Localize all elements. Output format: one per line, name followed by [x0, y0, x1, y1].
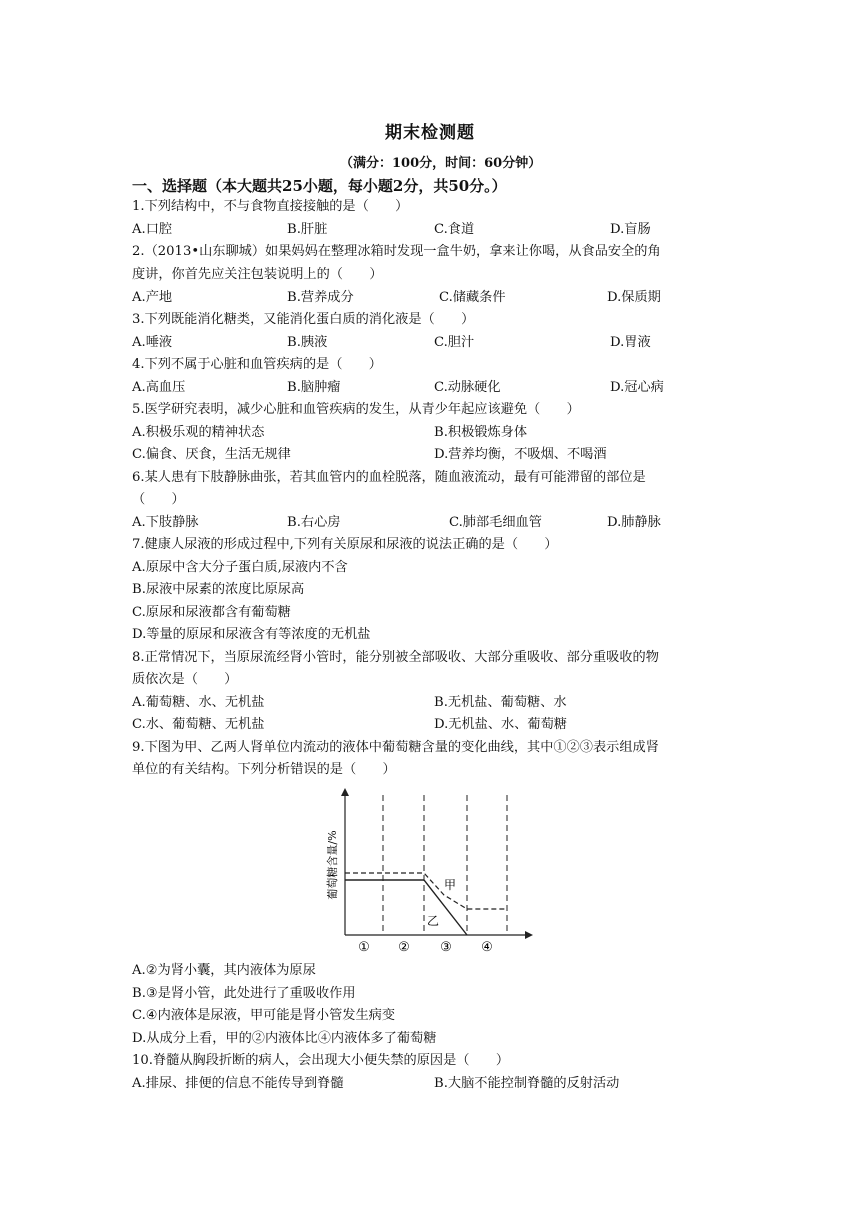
question-4-option-a: A.高血压	[132, 380, 186, 395]
question-3-option-b: B.胰液	[287, 335, 328, 350]
region-label-1: ①	[358, 940, 370, 955]
question-3-option-c: C.胆汁	[434, 335, 475, 350]
question-5-option-b: B.积极锻炼身体	[434, 425, 528, 440]
question-2-option-b: B.营养成分	[287, 290, 354, 305]
question-10-stem: 10.脊髓从胸段折断的病人，会出现大小便失禁的原因是（ ）	[132, 1053, 510, 1068]
question-9-stem-line-2: 单位的有关结构。下列分析错误的是（ ）	[132, 762, 396, 777]
question-2-option-c: C.储藏条件	[439, 290, 506, 305]
question-1-stem: 1.下列结构中，不与食物直接接触的是（ ）	[132, 199, 409, 214]
question-8-stem-line-2: 质依次是（ ）	[132, 672, 238, 687]
section-heading: 一、选择题（本大题共25小题，每小题2分，共50分。）	[132, 177, 507, 195]
page-subtitle: （满分：100分，时间：60分钟）	[340, 156, 542, 171]
question-7-option-d: D.等量的原尿和尿液含有等浓度的无机盐	[132, 627, 371, 642]
question-1-option-a: A.口腔	[132, 222, 173, 237]
question-2-stem-line-2: 度讲，你首先应关注包装说明上的（ ）	[132, 267, 383, 282]
question-7-option-b: B.尿液中尿素的浓度比原尿高	[132, 582, 305, 597]
question-5-option-c: C.偏食、厌食，生活无规律	[132, 447, 291, 462]
question-1-option-b: B.肝脏	[287, 222, 328, 237]
page-title: 期末检测题	[385, 123, 475, 143]
question-2-option-d: D.保质期	[607, 290, 661, 305]
question-6-option-c: C.肺部毛细血管	[449, 515, 542, 530]
y-axis-arrow	[341, 788, 349, 796]
glucose-curve-figure	[320, 785, 540, 960]
question-4-option-d: D.冠心病	[610, 380, 664, 395]
question-6-stem-line-2: （ ）	[132, 492, 185, 507]
question-9-option-a: A.②为肾小囊，其内液体为原尿	[132, 963, 316, 978]
question-9-option-b: B.③是肾小管，此处进行了重吸收作用	[132, 986, 356, 1001]
question-8-option-b: B.无机盐、葡萄糖、水	[434, 695, 567, 710]
curve-jia-label: 甲	[444, 878, 457, 892]
question-8-stem-line-1: 8.正常情况下，当原尿流经肾小管时，能分别被全部吸收、大部分重吸收、部分重吸收的物	[132, 650, 659, 665]
y-axis-label: 葡萄糖含量/%	[326, 830, 339, 900]
question-9-option-d: D.从成分上看，甲的②内液体比④内液体多了葡萄糖	[132, 1031, 437, 1046]
question-2-stem-line-1: 2.（2013•山东聊城）如果妈妈在整理冰箱时发现一盒牛奶，拿来让你喝，从食品安全的角	[132, 244, 661, 259]
curve-yi-label: 乙	[427, 914, 440, 928]
question-6-stem-line-1: 6.某人患有下肢静脉曲张，若其血管内的血栓脱落，随血液流动，最有可能滞留的部位是	[132, 470, 646, 485]
question-6-option-a: A.下肢静脉	[132, 515, 199, 530]
curve-jia	[345, 873, 507, 909]
question-3-option-a: A.唾液	[132, 335, 173, 350]
question-7-option-c: C.原尿和尿液都含有葡萄糖	[132, 605, 291, 620]
question-8-option-d: D.无机盐、水、葡萄糖	[434, 717, 567, 732]
question-4-option-c: C.动脉硬化	[434, 380, 501, 395]
region-label-2: ②	[398, 940, 410, 955]
question-7-option-a: A.原尿中含大分子蛋白质,尿液内不含	[132, 560, 348, 575]
x-axis-arrow	[525, 931, 533, 939]
question-9-option-c: C.④内液体是尿液，甲可能是肾小管发生病变	[132, 1008, 396, 1023]
question-1-option-d: D.盲肠	[610, 222, 651, 237]
question-8-option-a: A.葡萄糖、水、无机盐	[132, 695, 265, 710]
question-4-option-b: B.脑肿瘤	[287, 380, 341, 395]
question-9-stem-line-1: 9.下图为甲、乙两人肾单位内流动的液体中葡萄糖含量的变化曲线，其中①②③表示组成肾	[132, 740, 659, 755]
question-10-option-b: B.大脑不能控制脊髓的反射活动	[434, 1076, 620, 1091]
question-2-option-a: A.产地	[132, 290, 173, 305]
question-1-option-c: C.食道	[434, 222, 475, 237]
question-8-option-c: C.水、葡萄糖、无机盐	[132, 717, 265, 732]
question-5-stem: 5.医学研究表明，减少心脏和血管疾病的发生，从青少年起应该避免（ ）	[132, 402, 580, 417]
question-3-option-d: D.胃液	[610, 335, 651, 350]
region-label-4: ④	[481, 940, 493, 955]
question-10-option-a: A.排尿、排便的信息不能传导到脊髓	[132, 1076, 344, 1091]
question-3-stem: 3.下列既能消化糖类，又能消化蛋白质的消化液是（ ）	[132, 312, 475, 327]
question-7-stem: 7.健康人尿液的形成过程中,下列有关原尿和尿液的说法正确的是（ ）	[132, 537, 558, 552]
question-6-option-d: D.肺静脉	[607, 515, 661, 530]
question-6-option-b: B.右心房	[287, 515, 341, 530]
region-label-3: ③	[440, 940, 452, 955]
question-4-stem: 4.下列不属于心脏和血管疾病的是（ ）	[132, 357, 382, 372]
question-5-option-a: A.积极乐观的精神状态	[132, 425, 265, 440]
question-5-option-d: D.营养均衡，不吸烟、不喝酒	[434, 447, 607, 462]
